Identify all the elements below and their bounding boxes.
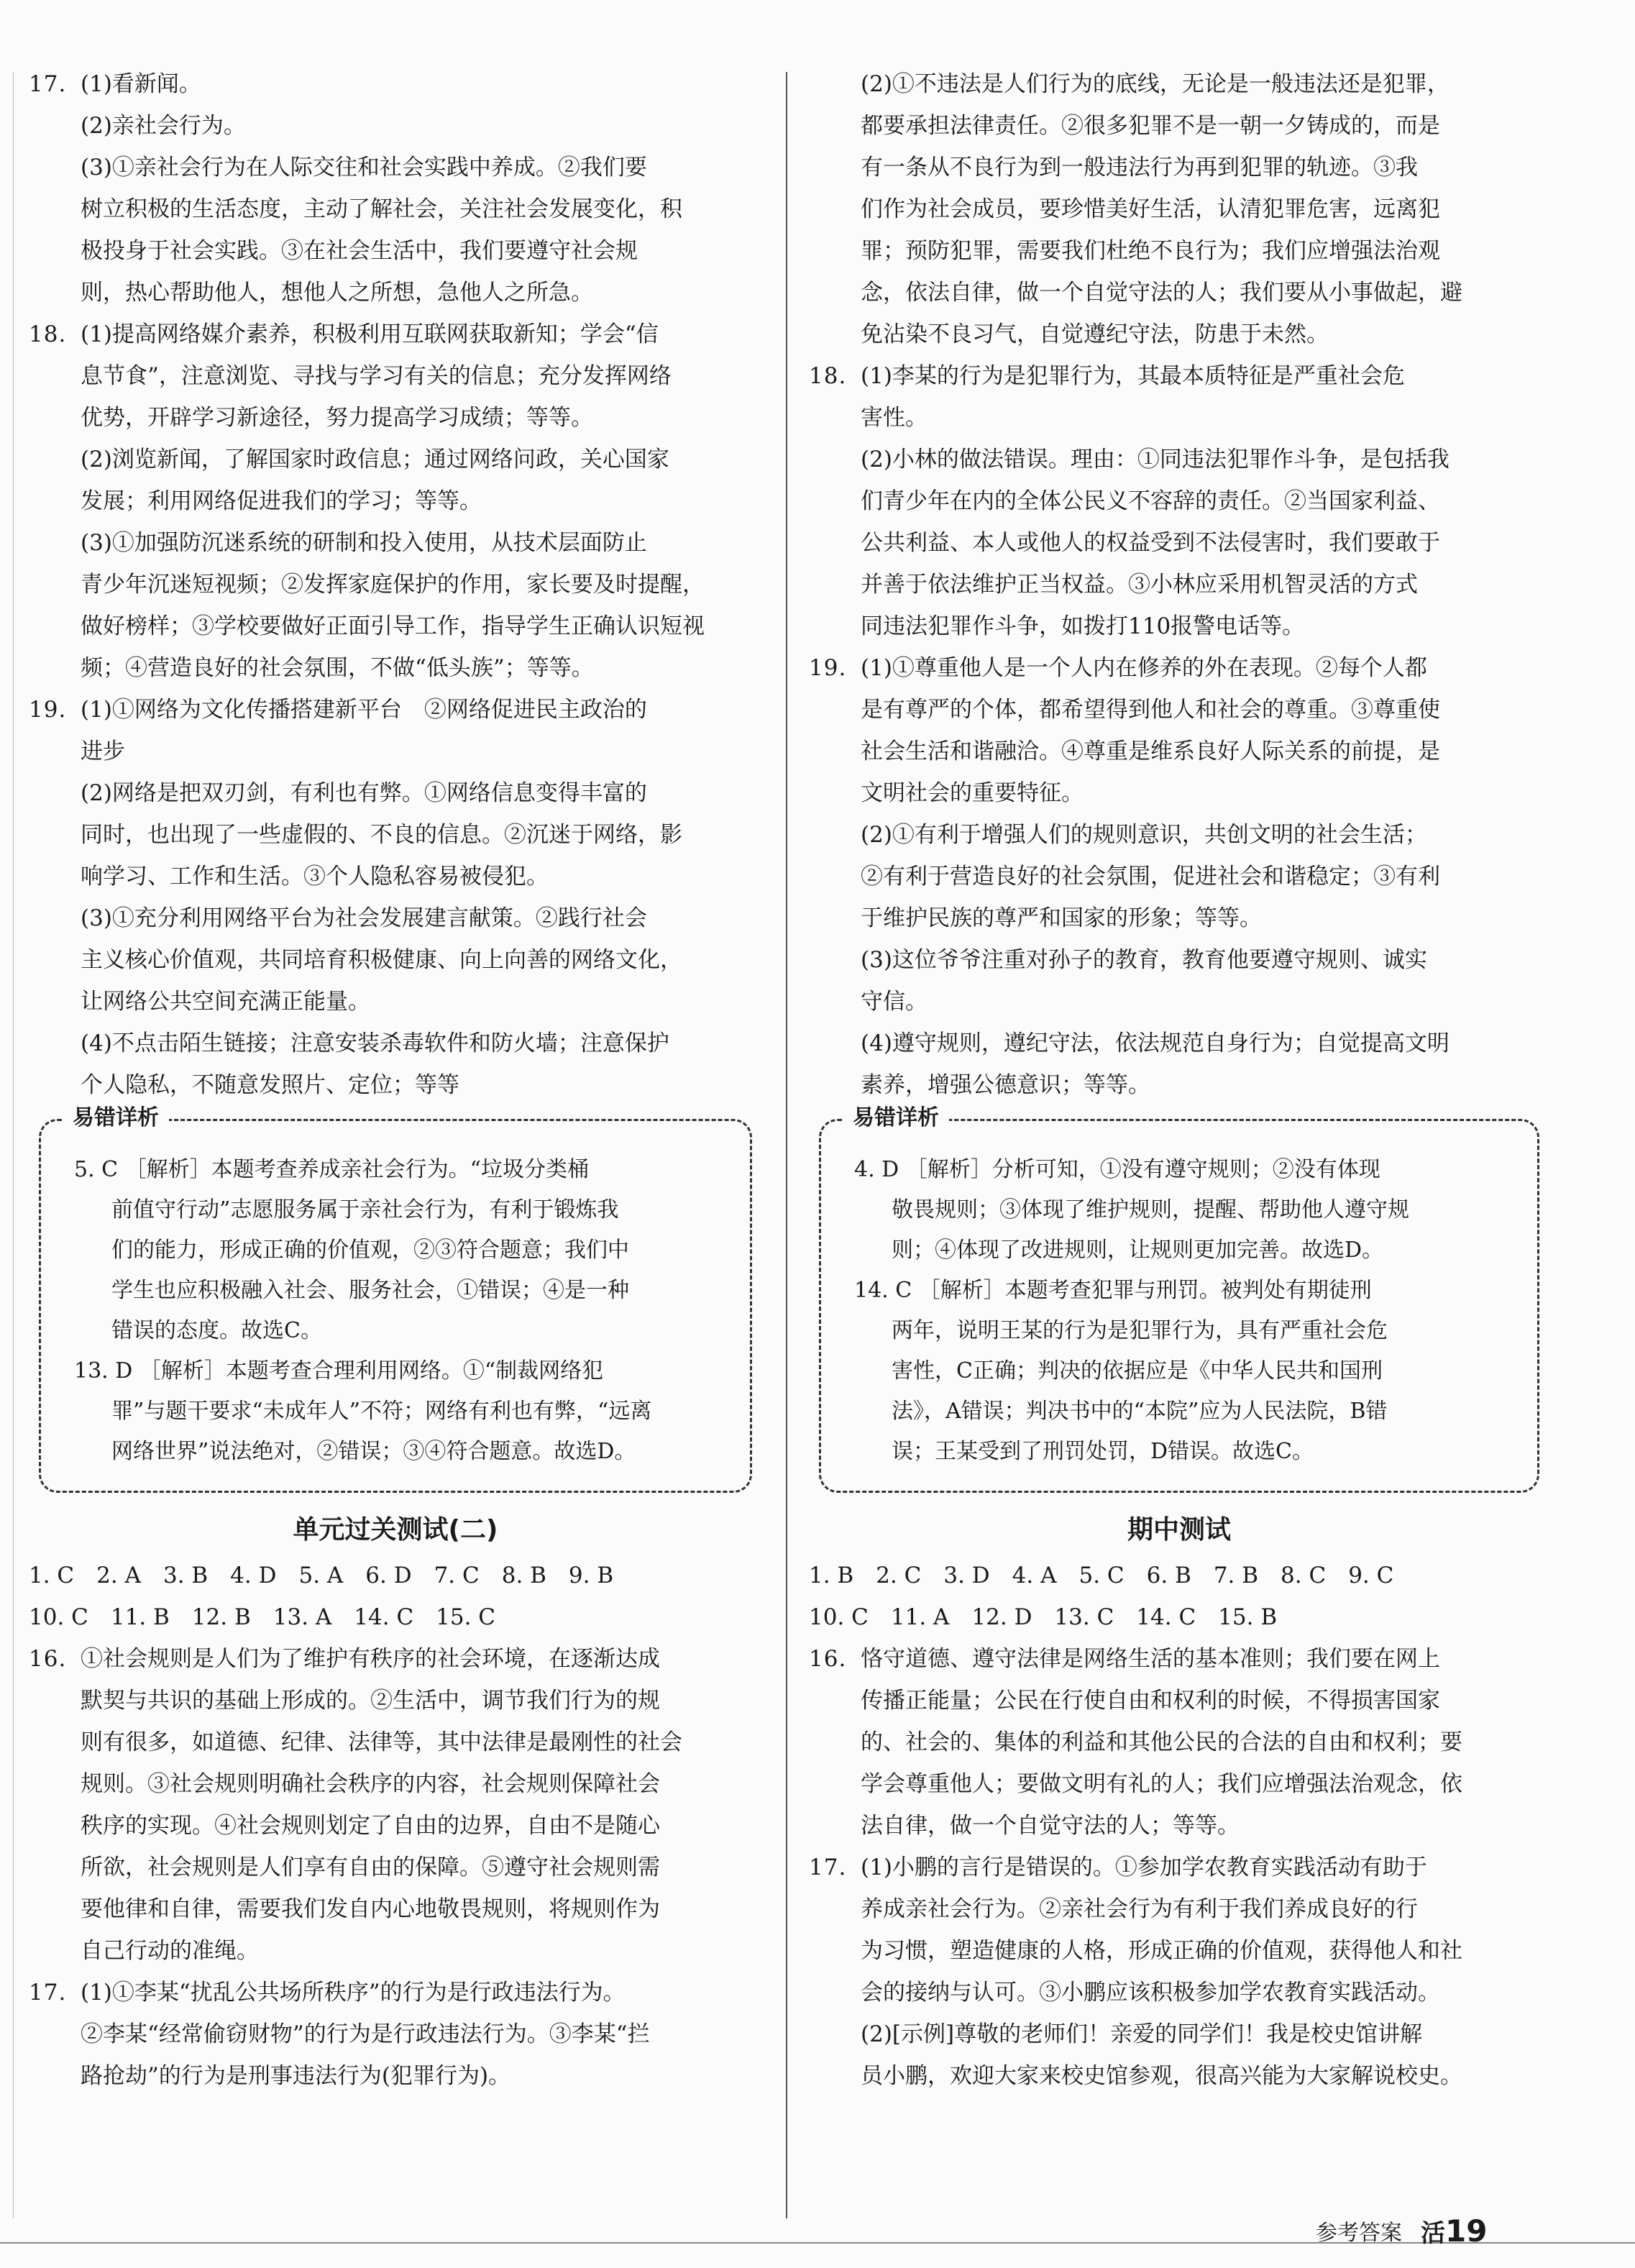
- answer-line: (1)①尊重他人是一个人内在修养的外在表现。②每个人都: [861, 655, 1427, 681]
- question-number: 17.: [809, 1855, 847, 1880]
- answer-line: 极投身于社会实践。③在社会生活中，我们要遵守社会规: [81, 238, 638, 264]
- answer-line: ②有利于营造良好的社会氛围，促进社会和谐稳定；③有利: [861, 864, 1440, 890]
- question-number: 17.: [29, 71, 67, 97]
- answer-line: (1)提高网络媒介素养，积极利用互联网获取新知；学会“信: [81, 321, 659, 347]
- question-number: 19.: [809, 655, 847, 681]
- answer-line: 害性。: [861, 405, 928, 431]
- question-answer: [81, 1972, 762, 2097]
- question-number: 17.: [29, 1980, 67, 2006]
- brand-logo: 活: [1421, 2218, 1445, 2248]
- answer-line: 规则。③社会规则明确社会秩序的内容，社会规则保障社会: [81, 1771, 660, 1797]
- answer-line: (3)这位爷爷注重对孙子的教育，教育他要遵守规则、诚实: [861, 947, 1427, 973]
- question-item: [809, 1638, 1549, 1847]
- error-analysis-title: 易错详析: [843, 1104, 949, 1133]
- page-footer: [1316, 2208, 1531, 2254]
- answer-line: 们作为社会成员，要珍惜美好生活，认清犯罪危害，远离犯: [861, 196, 1440, 222]
- answer-line: 罪；预防犯罪，需要我们杜绝不良行为；我们应增强法治观: [861, 238, 1440, 264]
- answer-line: (3)①充分利用网络平台为社会发展建言献策。②践行社会: [81, 905, 647, 931]
- answer-line: 个人隐私，不随意发照片、定位；等等: [81, 1072, 459, 1098]
- answer-line: 树立积极的生活态度，主动了解社会，关注社会发展变化，积: [81, 196, 682, 222]
- answer-line: 让网络公共空间充满正能量。: [81, 989, 370, 1015]
- answer-line: (2)亲社会行为。: [81, 113, 246, 139]
- answer-line: (1)李某的行为是犯罪行为，其最本质特征是严重社会危: [861, 363, 1405, 389]
- analysis-line: 两年，说明王某的行为是犯罪行为，具有严重社会危: [892, 1318, 1388, 1343]
- answer-line: (1)①李某“扰乱公共场所秩序”的行为是行政违法行为。: [81, 1980, 626, 2006]
- analysis-line: 则；④体现了改进规则，让规则更加完善。故选D。: [892, 1238, 1384, 1263]
- question-number: 19.: [29, 697, 67, 723]
- answer-line: 同时，也出现了一些虚假的、不良的信息。②沉迷于网络，影: [81, 822, 682, 848]
- answer-line: 则，热心帮助他人，想他人之所想，急他人之所急。: [81, 280, 593, 306]
- question-answer: [81, 689, 762, 1106]
- answer-line: (2)①有利于增强人们的规则意识，共创文明的社会生活；: [861, 822, 1427, 848]
- column-divider: [786, 72, 787, 2218]
- question-number: 16.: [809, 1646, 847, 1672]
- question-item: [809, 647, 1549, 1106]
- analysis-line: 5. C ［解析］本题考查养成亲社会行为。“垃圾分类桶: [74, 1157, 589, 1182]
- choice-answers-row: 1. C 2. A 3. B 4. D 5. A 6. D 7. C 8. B 9. B: [29, 1563, 614, 1588]
- answer-line: 同违法犯罪作斗争，如拨打110报警电话等。: [861, 613, 1305, 639]
- answer-line: 自己行动的准绳。: [81, 1938, 259, 1964]
- answer-line: 员小鹏，欢迎大家来校史馆参观，很高兴能为大家解说校史。: [861, 2063, 1462, 2089]
- answer-line: 守信。: [861, 989, 928, 1015]
- answer-line: 主义核心价值观，共同培育积极健康、向上向善的网络文化，: [81, 947, 682, 973]
- answer-line: 青少年沉迷短视频；②发挥家庭保护的作用，家长要及时提醒，: [81, 572, 705, 598]
- answer-line: (1)①网络为文化传播搭建新平台 ②网络促进民主政治的: [81, 697, 647, 723]
- question-item: [809, 63, 1549, 355]
- choice-answers-row: 1. B 2. C 3. D 4. A 5. C 6. B 7. B 8. C 9. C: [809, 1563, 1394, 1588]
- answer-line: ②李某“经常偷窃财物”的行为是行政违法行为。③李某“拦: [81, 2021, 650, 2047]
- answer-line: 们青少年在内的全体公民义不容辞的责任。②当国家利益、: [861, 488, 1440, 514]
- question-item: [809, 1847, 1549, 2097]
- answer-line: 会的接纳与认可。③小鹏应该积极参加学农教育实践活动。: [861, 1980, 1440, 2006]
- answer-line: 传播正能量；公民在行使自由和权利的时候，不得损害国家: [861, 1688, 1440, 1714]
- right-column: [809, 63, 1549, 2097]
- answer-line: (2)①不违法是人们行为的底线，无论是一般违法还是犯罪，: [861, 71, 1449, 97]
- answer-line: 为习惯，塑造健康的人格，形成正确的价值观，获得他人和社: [861, 1938, 1462, 1964]
- footer-label: 参考答案: [1316, 2221, 1402, 2246]
- answer-line: 秩序的实现。④社会规则划定了自由的边界，自由不是随心: [81, 1813, 660, 1839]
- question-item: [809, 355, 1549, 647]
- answer-line: 要他律和自律，需要我们发自内心地敬畏规则，将规则作为: [81, 1896, 660, 1922]
- answer-line: 都要承担法律责任。②很多犯罪不是一朝一夕铸成的，而是: [861, 113, 1440, 139]
- answer-line: (4)遵守规则，遵纪守法，依法规范自身行为；自觉提高文明: [861, 1030, 1449, 1056]
- choice-answers-row: 10. C 11. A 12. D 13. C 14. C 15. B: [809, 1604, 1278, 1630]
- question-number: 18.: [809, 363, 847, 389]
- answer-line: ①社会规则是人们为了维护有秩序的社会环境，在逐渐达成: [81, 1646, 660, 1672]
- left-column: [29, 63, 762, 2097]
- question-item: [29, 689, 762, 1106]
- answer-line: 发展；利用网络促进我们的学习；等等。: [81, 488, 482, 514]
- left-margin-rule: [13, 72, 14, 2218]
- section-title: 单元过关测试(二): [293, 1515, 498, 1545]
- answer-line: (2)小林的做法错误。理由：①同违法犯罪作斗争，是包括我: [861, 447, 1449, 472]
- question-answer: [861, 1638, 1549, 1847]
- answer-line: 学会尊重他人；要做文明有礼的人；我们应增强法治观念，依: [861, 1771, 1462, 1797]
- answer-line: 是有尊严的个体，都希望得到他人和社会的尊重。③尊重使: [861, 697, 1440, 723]
- error-analysis-title: 易错详析: [63, 1104, 169, 1133]
- answer-line: 于维护民族的尊严和国家的形象；等等。: [861, 905, 1262, 931]
- answer-line: 文明社会的重要特征。: [861, 780, 1084, 806]
- answer-line: 则有很多，如道德、纪律、法律等，其中法律是最刚性的社会: [81, 1729, 682, 1755]
- answer-line: 默契与共识的基础上形成的。②生活中，调节我们行为的规: [81, 1688, 660, 1714]
- answer-line: 公共利益、本人或他人的权益受到不法侵害时，我们要敢于: [861, 530, 1440, 556]
- question-item: [29, 314, 762, 689]
- answer-line: (2)网络是把双刃剑，有利也有弊。①网络信息变得丰富的: [81, 780, 647, 806]
- answer-line: 养成亲社会行为。②亲社会行为有利于我们养成良好的行: [861, 1896, 1418, 1922]
- page-number: 19: [1445, 2213, 1488, 2249]
- answer-line: 所欲，社会规则是人们享有自由的保障。⑤遵守社会规则需: [81, 1855, 660, 1880]
- answer-line: (3)①加强防沉迷系统的研制和投入使用，从技术层面防止: [81, 530, 647, 556]
- answer-line: (1)看新闻。: [81, 71, 201, 97]
- answer-line: 有一条从不良行为到一般违法行为再到犯罪的轨迹。③我: [861, 155, 1418, 180]
- answer-line: 频；④营造良好的社会氛围，不做“低头族”；等等。: [81, 655, 594, 681]
- question-answer: [861, 63, 1549, 355]
- analysis-line: 学生也应积极融入社会、服务社会，①错误；④是一种: [111, 1278, 629, 1303]
- answer-line: 恪守道德、遵守法律是网络生活的基本准则；我们要在网上: [861, 1646, 1440, 1672]
- question-answer: [81, 63, 762, 314]
- answer-line: 社会生活和谐融洽。④尊重是维系良好人际关系的前提，是: [861, 739, 1440, 764]
- analysis-line: 网络世界”说法绝对，②错误；③④符合题意。故选D。: [111, 1439, 636, 1464]
- question-number: 16.: [29, 1646, 67, 1672]
- question-answer: [81, 1638, 762, 1972]
- analysis-line: 法》，A错误；判决书中的“本院”应为人民法院，B错: [892, 1399, 1388, 1424]
- answer-line: (2)[示例]尊敬的老师们！亲爱的同学们！我是校史馆讲解: [861, 2021, 1423, 2047]
- answer-line: 念，依法自律，做一个自觉守法的人；我们要从小事做起，避: [861, 280, 1462, 306]
- answer-line: 响学习、工作和生活。③个人隐私容易被侵犯。: [81, 864, 549, 890]
- analysis-line: 误；王某受到了刑罚处罚，D错误。故选C。: [892, 1439, 1314, 1464]
- analysis-line: 前值守行动”志愿服务属于亲社会行为，有利于锻炼我: [111, 1197, 619, 1222]
- question-item: [29, 1972, 762, 2097]
- answer-line: (2)浏览新闻，了解国家时政信息；通过网络问政，关心国家: [81, 447, 669, 472]
- analysis-line: 14. C ［解析］本题考查犯罪与刑罚。被判处有期徒刑: [854, 1278, 1372, 1303]
- answer-line: 素养，增强公德意识；等等。: [861, 1072, 1150, 1098]
- answer-line: (4)不点击陌生链接；注意安装杀毒软件和防火墙；注意保护: [81, 1030, 669, 1056]
- analysis-line: 错误的态度。故选C。: [111, 1318, 322, 1343]
- question-answer: [81, 314, 762, 689]
- answer-line: 做好榜样；③学校要做好正面引导工作，指导学生正确认识短视: [81, 613, 705, 639]
- analysis-line: 害性，C正确；判决的依据应是《中华人民共和国刑: [892, 1358, 1383, 1384]
- answer-line: 的、社会的、集体的利益和其他公民的合法的自由和权利；要: [861, 1729, 1462, 1755]
- answer-line: 优势，开辟学习新途径，努力提高学习成绩；等等。: [81, 405, 593, 431]
- choice-answers-row: 10. C 11. B 12. B 13. A 14. C 15. C: [29, 1604, 496, 1630]
- analysis-line: 罪”与题干要求“未成年人”不符；网络有利也有弊，“远离: [111, 1399, 652, 1424]
- answer-line: 法自律，做一个自觉守法的人；等等。: [861, 1813, 1240, 1839]
- answer-line: (1)小鹏的言行是错误的。①参加学农教育实践活动有助于: [861, 1855, 1427, 1880]
- question-item: [29, 63, 762, 314]
- analysis-line: 们的能力，形成正确的价值观，②③符合题意；我们中: [111, 1238, 629, 1263]
- question-answer: [861, 647, 1549, 1106]
- error-analysis-box: [819, 1105, 1539, 1493]
- answer-line: 并善于依法维护正当权益。③小林应采用机智灵活的方式: [861, 572, 1418, 598]
- answer-line: 息节食”，注意浏览、寻找与学习有关的信息；充分发挥网络: [81, 363, 672, 389]
- error-analysis-box: [39, 1105, 752, 1493]
- analysis-line: 13. D ［解析］本题考查合理利用网络。①“制裁网络犯: [74, 1358, 604, 1384]
- analysis-line: 4. D ［解析］分析可知，①没有遵守规则；②没有体现: [854, 1157, 1380, 1182]
- analysis-line: 敬畏规则；③体现了维护规则，提醒、帮助他人遵守规: [892, 1197, 1409, 1222]
- question-item: [29, 1638, 762, 1972]
- answer-line: 路抢劫”的行为是刑事违法行为(犯罪行为)。: [81, 2063, 511, 2089]
- section-title: 期中测试: [1127, 1515, 1231, 1545]
- question-number: 18.: [29, 321, 67, 347]
- question-answer: [861, 355, 1549, 647]
- answer-line: (3)①亲社会行为在人际交往和社会实践中养成。②我们要: [81, 155, 647, 180]
- answer-line: 免沾染不良习气，自觉遵纪守法，防患于未然。: [861, 321, 1329, 347]
- answer-line: 进步: [81, 739, 125, 764]
- question-answer: [861, 1847, 1549, 2097]
